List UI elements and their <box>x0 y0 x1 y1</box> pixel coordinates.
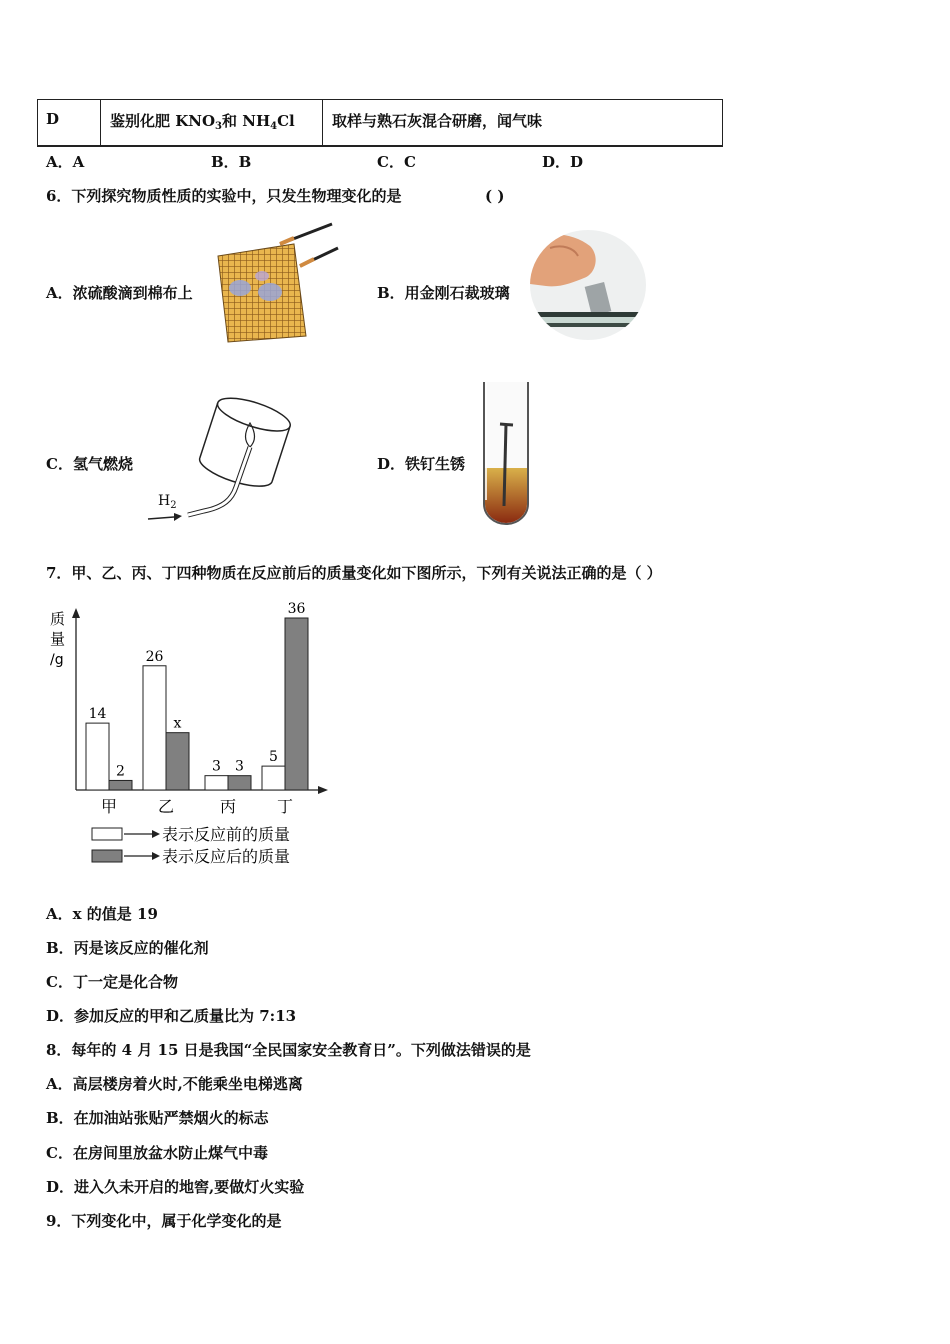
q8-option-b: B．在加油站张贴严禁烟火的标志 <box>46 1109 269 1127</box>
q8-option-a: A．高层楼房着火时,不能乘坐电梯逃离 <box>46 1075 303 1093</box>
q5-option-a: A．A <box>46 153 85 171</box>
table-cell-method-text: 取样与熟石灰混合研磨，闻气味 <box>332 112 543 130</box>
q7-option-b: B．丙是该反应的催化剂 <box>46 939 209 957</box>
bar-before-3 <box>262 766 285 790</box>
q6-option-a: A．浓硫酸滴到棉布上 <box>46 284 193 302</box>
q6-stem: 6．下列探究物质性质的实验中，只发生物理变化的是 <box>46 187 402 205</box>
q9-stem: 9．下列变化中，属于化学变化的是 <box>46 1212 282 1230</box>
category-label-0: 甲 <box>100 797 118 816</box>
answer-table-row <box>37 99 723 147</box>
diamond-cutting-glass-illustration <box>530 230 646 340</box>
q7-option-a: A．x 的值是 19 <box>46 905 158 923</box>
bar-after-3 <box>285 618 308 790</box>
category-label-3: 丁 <box>276 797 294 816</box>
legend-label-before: 表示反应前的质量 <box>162 825 291 844</box>
bar-before-2 <box>205 776 228 790</box>
table-cell-purpose <box>101 100 323 145</box>
y-axis-label-2: 量 <box>50 630 66 648</box>
bar-label-before-2: 3 <box>212 758 221 775</box>
q8-option-d: D．进入久未开启的地窖,要做灯火实验 <box>46 1178 305 1196</box>
y-axis-arrow <box>72 608 80 618</box>
category-label-1: 乙 <box>157 797 175 816</box>
q5-option-b: B．B <box>211 153 252 171</box>
bar-after-2 <box>228 776 251 790</box>
bar-label-after-1: x <box>173 715 182 732</box>
q8-stem: 8．每年的 4 月 15 日是我国“全民国家安全教育日”。下列做法错误的是 <box>46 1041 531 1059</box>
q5-option-d: D．D <box>542 153 584 171</box>
y-axis-label-3: /g <box>50 652 64 668</box>
bar-label-before-1: 26 <box>145 648 164 665</box>
q7-option-c: C．丁一定是化合物 <box>46 973 178 991</box>
table-cell-method <box>323 100 722 145</box>
q6-option-d: D．铁钉生锈 <box>377 455 466 473</box>
y-axis-label-1: 质 <box>50 610 66 628</box>
bar-before-1 <box>143 666 166 790</box>
bar-before-0 <box>86 723 109 790</box>
q6-option-b: B．用金刚石裁玻璃 <box>377 284 510 302</box>
table-cell-purpose-text: 鉴别化肥 $KNO_3$和 $NH_4Cl$ <box>110 112 295 132</box>
q6-option-c: C．氢气燃烧 <box>46 455 133 473</box>
bar-after-1 <box>166 733 189 790</box>
mass-change-bar-chart <box>40 596 340 876</box>
legend-swatch-before <box>92 828 122 840</box>
bar-label-after-2: 3 <box>235 758 244 775</box>
table-cell-option <box>38 100 101 145</box>
q6-answer-paren: ( ) <box>485 187 505 205</box>
q8-option-c: C．在房间里放盆水防止煤气中毒 <box>46 1144 268 1162</box>
bar-label-after-3: 36 <box>287 601 306 617</box>
bar-label-before-3: 5 <box>269 749 278 766</box>
q7-stem: 7．甲、乙、丙、丁四种物质在反应前后的质量变化如下图所示，下列有关说法正确的是（ ） <box>46 564 662 582</box>
hydrogen-burning-illustration <box>144 395 294 527</box>
x-axis-arrow <box>318 786 328 794</box>
table-cell-option-text: D <box>46 110 60 128</box>
category-label-2: 丙 <box>219 797 237 816</box>
q7-option-d: D．参加反应的甲和乙质量比为 7:13 <box>46 1007 297 1025</box>
q5-option-c: C．C <box>377 153 416 171</box>
bar-label-after-0: 2 <box>116 763 125 780</box>
h2-label: $H_2$ <box>158 493 177 511</box>
iron-nail-test-tube-illustration <box>476 380 536 526</box>
bar-label-before-0: 14 <box>88 706 107 723</box>
bar-after-0 <box>109 780 132 790</box>
legend-label-after: 表示反应后的质量 <box>162 847 291 866</box>
cotton-cloth-illustration <box>210 218 340 346</box>
legend-swatch-after <box>92 850 122 862</box>
